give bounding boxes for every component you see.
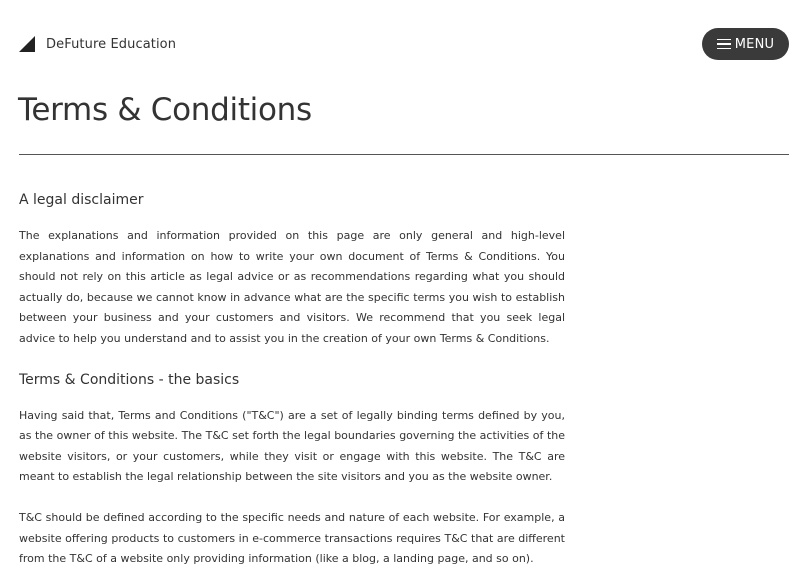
site-header [0,0,800,88]
menu-button[interactable] [702,28,789,60]
paragraph-legal-disclaimer: The explanations and information provided on this page are only general and high-level explanations and information on how to write your own document of Terms & Conditions. You should not rely on this article as legal advice or as recommendations regarding what you should actually do, because we cannot know in advance what are the specific terms you wish to establish between your business and your customers and visitors. We recommend that you seek legal advice to help you understand and to assist you in the creation of your own Terms & Conditions. [19,229,565,345]
section-heading-legal-disclaimer: A legal disclaimer [19,192,144,208]
menu-label: MENU [734,36,775,52]
page-title: Terms & Conditions [18,92,312,128]
brand-link[interactable] [19,34,176,54]
title-divider [19,154,789,155]
hamburger-icon [717,39,731,50]
brand-name: DeFuture Education [46,36,177,52]
paragraph-basics-1: Having said that, Terms and Conditions ("T&C") are a set of legally binding terms defined by you, as the owner of this website. The T&C set forth the legal boundaries governing the activities of the website visitors, or your customers, while they visit or engage with this website. The T&C are meant to establish the legal relationship between the site visitors and you as the website owner. [19,408,565,484]
section-heading-basics: Terms & Conditions - the basics [19,371,240,388]
paragraph-basics-2: T&C should be defined according to the specific needs and nature of each website. For example, a website offering products to customers in e-commerce transactions requires T&C that are different from the T&C of a website only providing information (like a blog, a landing page, and so on). [19,510,565,566]
main-content [19,188,565,566]
triangle-logo-icon [19,36,35,52]
